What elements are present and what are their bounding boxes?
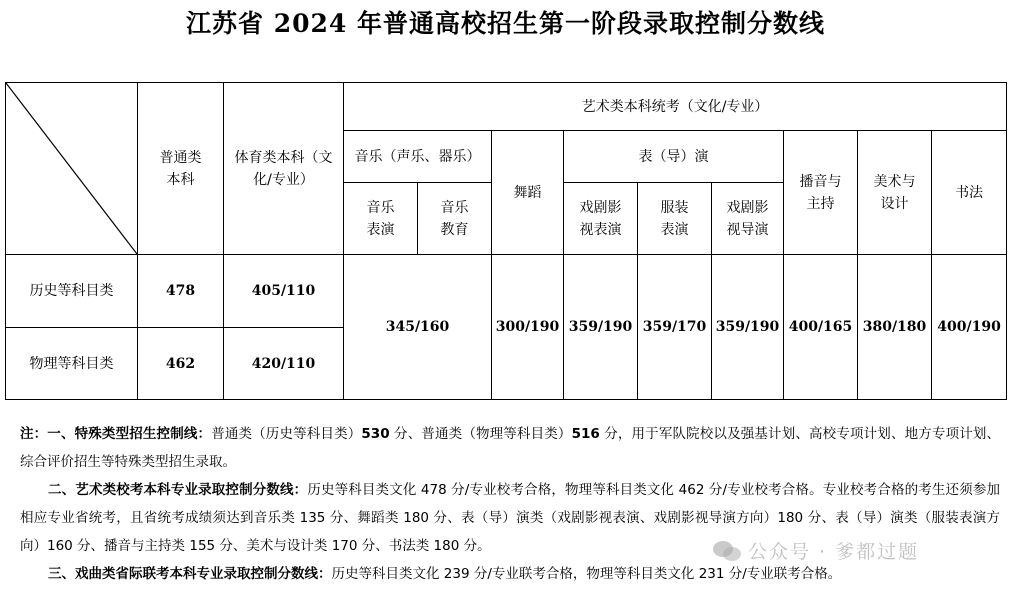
score-music: 345/160 — [344, 255, 492, 400]
header-sports: 体育类本科（文化/专业） — [224, 83, 344, 255]
score-fineart: 380/180 — [858, 255, 932, 400]
header-dance: 舞蹈 — [492, 131, 564, 255]
header-fineart: 美术与设计 — [858, 131, 932, 255]
score-table — [5, 82, 1007, 400]
note-2: 二、艺术类校考本科专业录取控制分数线：历史等科目类文化 478 分/专业校考合格，物理等科目类文化 462 分/专业校考合格。专业校考合格的考生还须参加相应专业省统考，且省统考成绩须达到音乐类 135 分、舞蹈类 180 分、表（导）演类（戏剧影视表演、戏剧影视导演方向）180 分、表（导）演类（服装表演方向）160 分、播音与主持类 155 分、美术与设计类 170 分、书法类 180 分。 — [20, 482, 1001, 554]
header-broadcast: 播音与主持 — [784, 131, 858, 255]
header-costume: 服装表演 — [638, 183, 712, 255]
wechat-icon — [712, 539, 742, 563]
header-calligraphy: 书法 — [932, 131, 1007, 255]
diagonal-header-cell — [6, 83, 138, 255]
score-drama-perf: 359/190 — [564, 255, 638, 400]
score-drama-dir: 359/190 — [712, 255, 784, 400]
header-drama-perf: 戏剧影视表演 — [564, 183, 638, 255]
score-regular-physics: 462 — [138, 328, 224, 400]
score-sports-history: 405/110 — [224, 255, 344, 328]
score-dance: 300/190 — [492, 255, 564, 400]
score-broadcast: 400/165 — [784, 255, 858, 400]
header-acting: 表（导）演 — [564, 131, 784, 183]
watermark — [712, 537, 919, 564]
diagonal-line — [6, 83, 137, 254]
header-music-perf: 音乐表演 — [344, 183, 418, 255]
score-regular-history: 478 — [138, 255, 224, 328]
score-calligraphy: 400/190 — [932, 255, 1007, 400]
page-title: 江苏省 2024 年普通高校招生第一阶段录取控制分数线 — [186, 9, 825, 38]
header-music-edu: 音乐教育 — [418, 183, 492, 255]
header-music: 音乐（声乐、器乐） — [344, 131, 492, 183]
header-regular: 普通类本科 — [138, 83, 224, 255]
header-drama-dir: 戏剧影视导演 — [712, 183, 784, 255]
header-art: 艺术类本科统考（文化/专业） — [344, 83, 1007, 131]
note-1: 注：一、特殊类型招生控制线：普通类（历史等科目类）530 分、普通类（物理等科目类）516 分，用于军队院校以及强基计划、高校专项计划、地方专项计划、综合评价招生等特殊类型招生录取。 — [20, 426, 1001, 470]
note-3: 三、戏曲类省际联考本科专业录取控制分数线：历史等科目类文化 239 分/专业联考合格，物理等科目类文化 231 分/专业联考合格。 — [48, 566, 842, 582]
watermark-text: 公众号 · 爹都过题 — [748, 541, 920, 563]
row-label-physics: 物理等科目类 — [6, 328, 138, 400]
score-sports-physics: 420/110 — [224, 328, 344, 400]
row-label-history: 历史等科目类 — [6, 255, 138, 328]
score-costume: 359/170 — [638, 255, 712, 400]
